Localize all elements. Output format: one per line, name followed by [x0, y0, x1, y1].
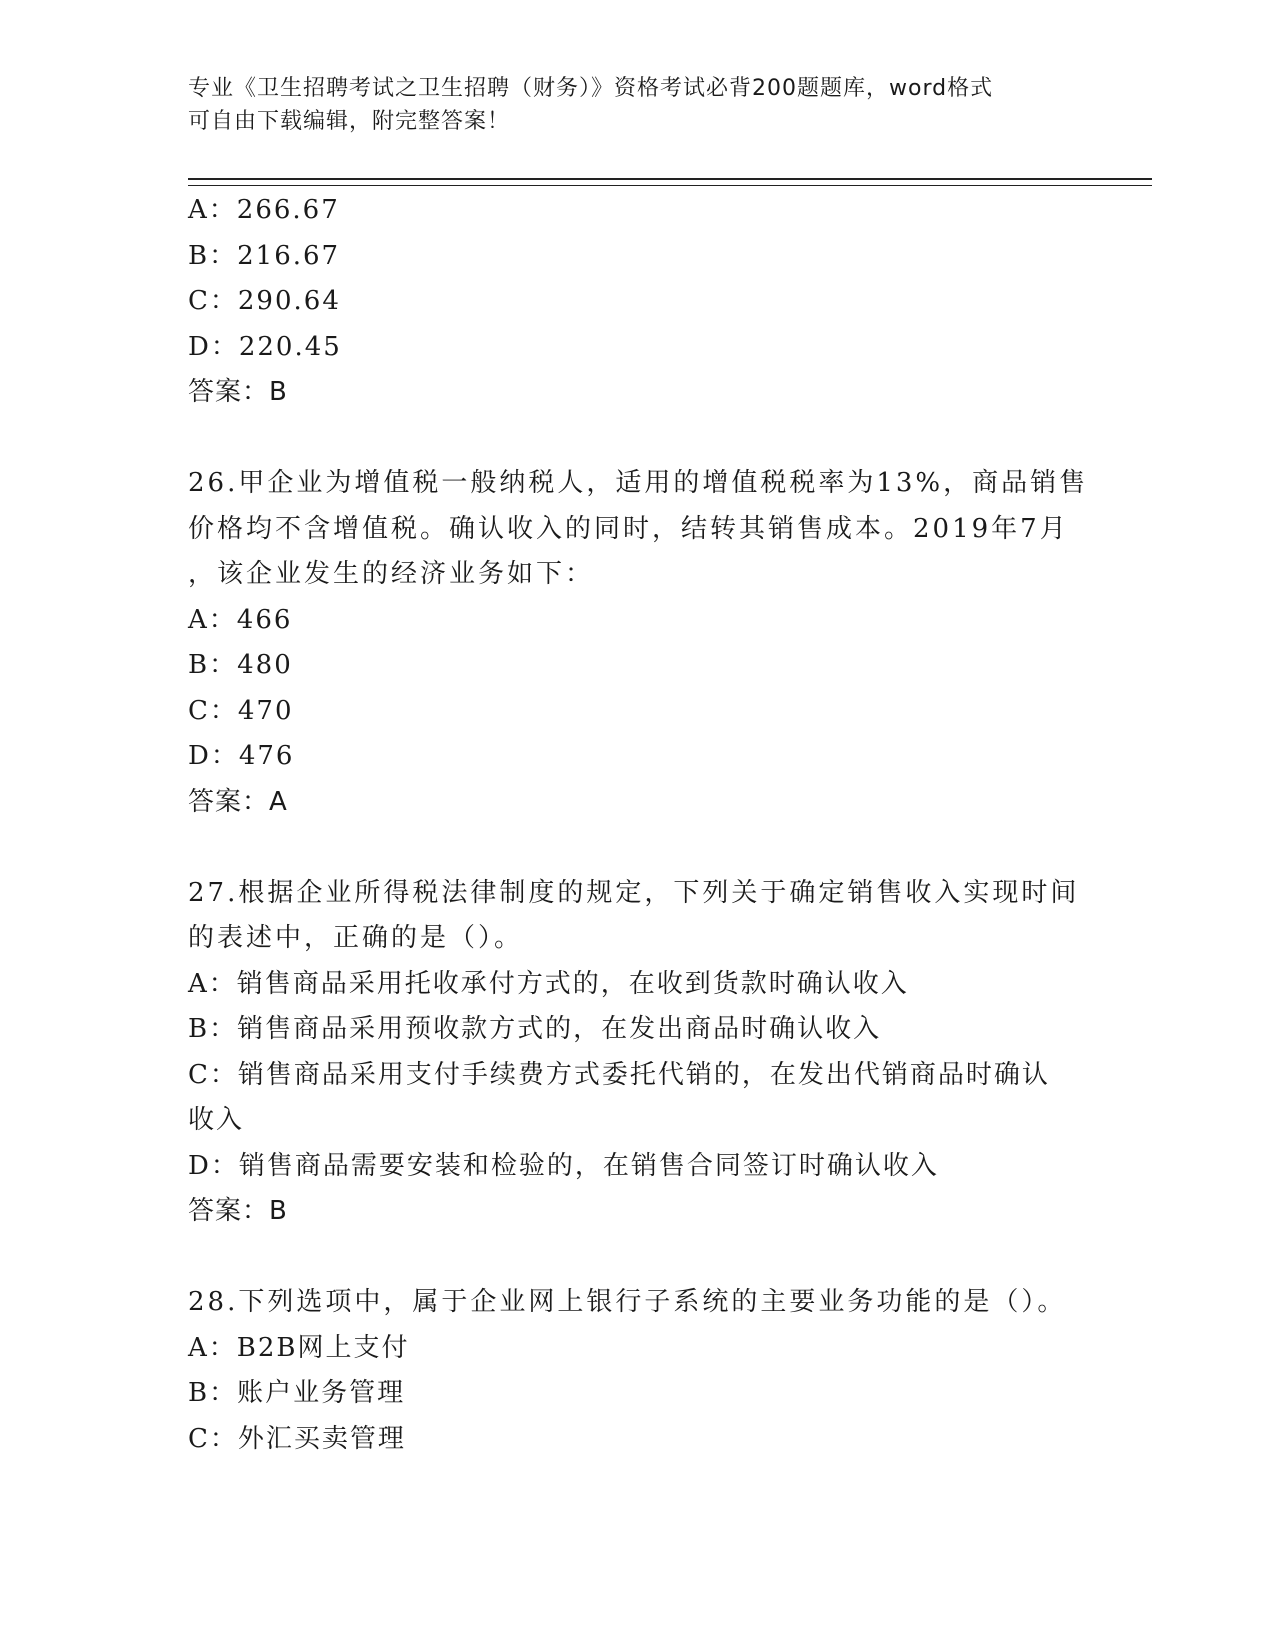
header-line-2: 可自由下载编辑，附完整答案！ — [188, 109, 511, 134]
answer: 答案：A — [188, 786, 288, 817]
option-a: A：466 — [188, 604, 293, 635]
option-c: C：290.64 — [188, 286, 341, 316]
spacer — [188, 825, 1088, 871]
option-c-continued: 收入 — [188, 1105, 245, 1135]
option-d: D：220.45 — [188, 331, 342, 362]
spacer — [188, 416, 1088, 462]
header-divider — [188, 178, 1152, 186]
option-b: B：480 — [188, 650, 293, 680]
answer: 答案：B — [188, 1196, 288, 1226]
header-line-1: 专业《卫生招聘考试之卫生招聘（财务）》资格考试必背200题题库，word格式 — [188, 76, 994, 101]
document-header — [188, 72, 1068, 138]
question-block — [188, 461, 1088, 825]
option-a: A：销售商品采用托收承付方式的，在收到货款时确认收入 — [188, 968, 909, 999]
option-a: A：B2B网上支付 — [188, 1332, 410, 1363]
option-a: A：266.67 — [188, 195, 340, 225]
question-text: 价格均不含增值税。确认收入的同时，结转其销售成本。2019年7月 — [188, 513, 1069, 544]
question-text: 的表述中，正确的是（）。 — [188, 923, 524, 953]
question-text: 28.下列选项中，属于企业网上银行子系统的主要业务功能的是（）。 — [188, 1287, 1067, 1317]
option-d: D：销售商品需要安装和检验的，在销售合同签订时确认收入 — [188, 1150, 939, 1181]
option-b: B：账户业务管理 — [188, 1378, 406, 1408]
answer: 答案：B — [188, 377, 288, 407]
question-list — [188, 188, 1088, 1462]
question-text: ，该企业发生的经济业务如下： — [188, 559, 595, 589]
option-c: C：470 — [188, 695, 294, 726]
option-c: C：外汇买卖管理 — [188, 1423, 406, 1454]
option-b: B：销售商品采用预收款方式的，在发出商品时确认收入 — [188, 1014, 882, 1044]
option-d: D：476 — [188, 741, 295, 771]
question-text: 27.根据企业所得税法律制度的规定，下列关于确定销售收入实现时间 — [188, 877, 1080, 908]
question-block — [188, 188, 1088, 416]
question-block — [188, 1280, 1088, 1462]
spacer — [188, 1235, 1088, 1281]
question-block — [188, 871, 1088, 1235]
question-text: 26.甲企业为增值税一般纳税人，适用的增值税税率为13%，商品销售 — [188, 468, 1089, 498]
option-b: B：216.67 — [188, 240, 341, 271]
option-c: C：销售商品采用支付手续费方式委托代销的，在发出代销商品时确认 — [188, 1059, 1050, 1090]
